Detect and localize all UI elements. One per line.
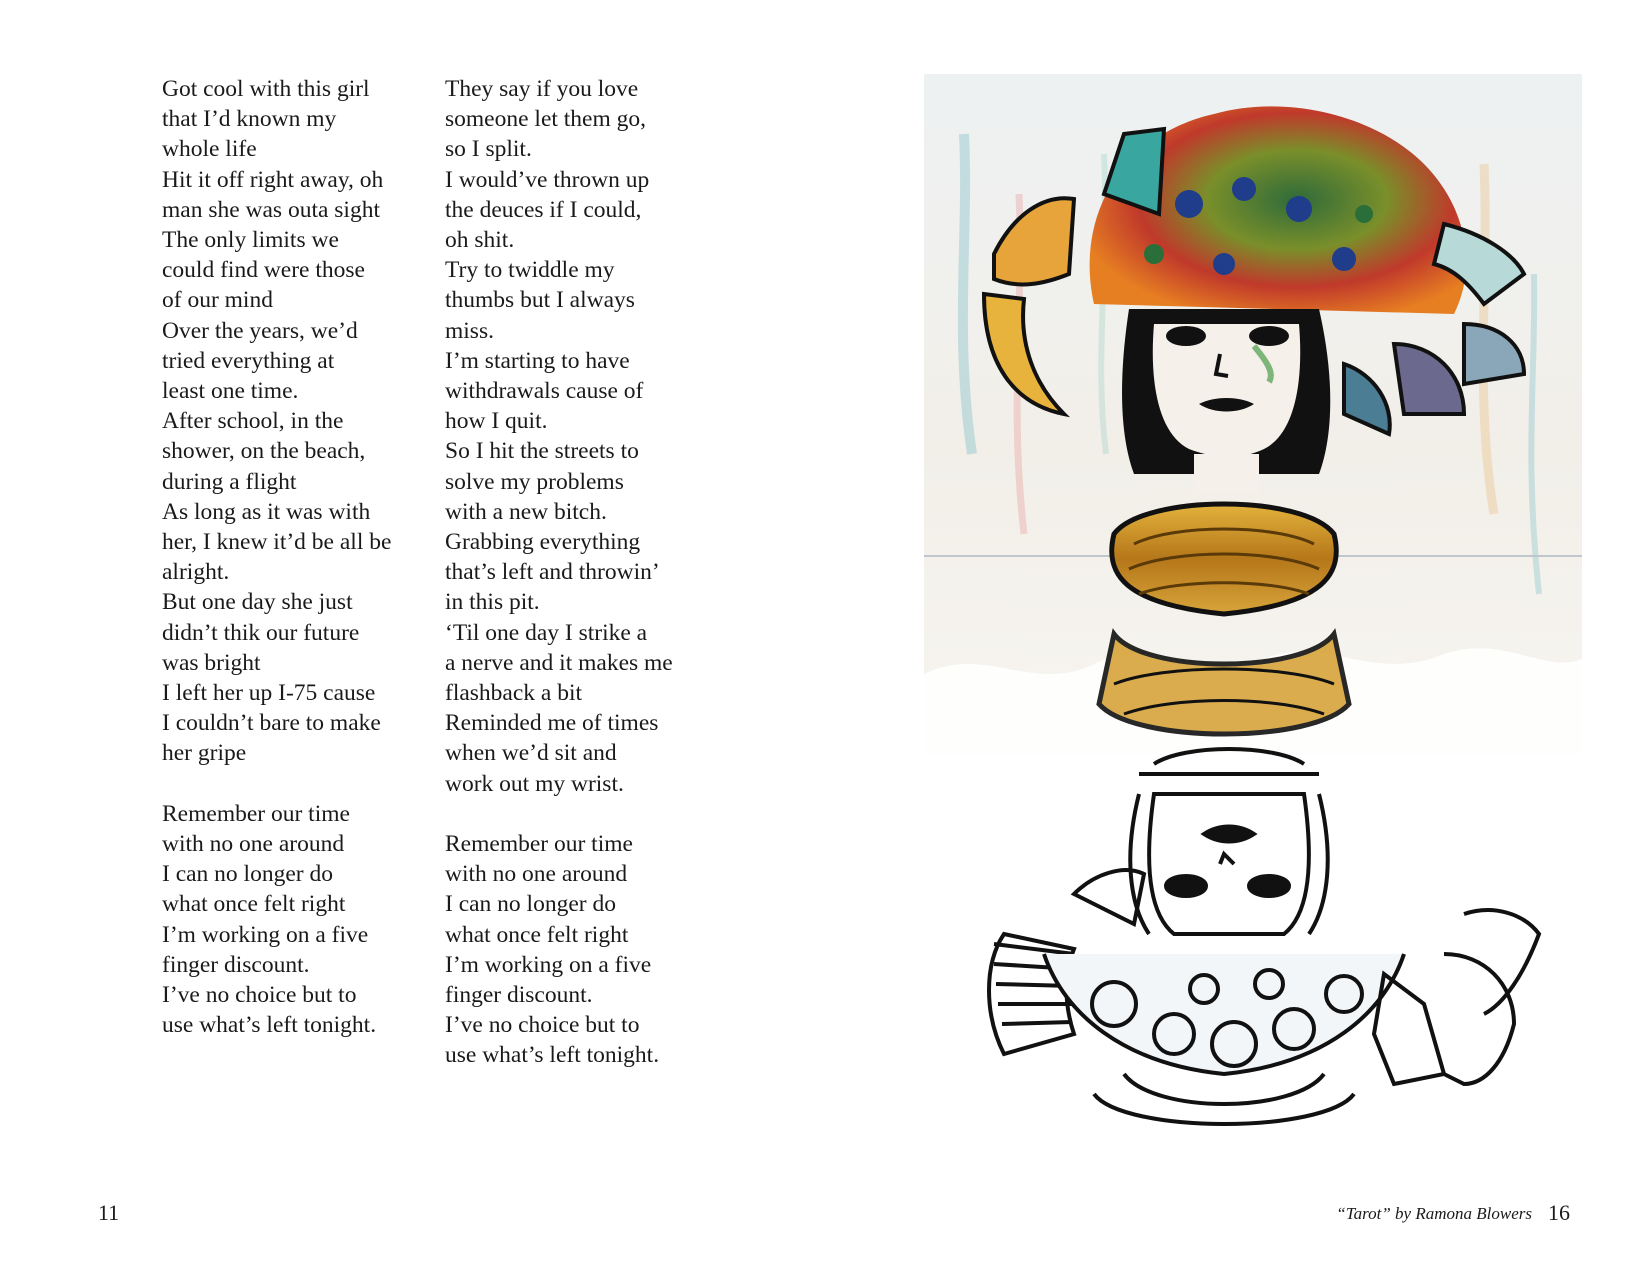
poem-line: alright. — [162, 559, 230, 586]
poem-line: the deuces if I could, — [445, 196, 642, 223]
poem-line: a nerve and it makes me — [445, 649, 673, 676]
poem-line: Hit it off right away, oh — [162, 166, 384, 193]
poem-line: Try to twiddle my — [445, 257, 615, 284]
stanza-gap — [445, 799, 673, 829]
poem-line: I’m working on a five — [162, 921, 369, 948]
poem-line: thumbs but I always — [445, 287, 635, 314]
poem-line: I left her up I-75 cause — [162, 680, 376, 707]
poem-line: Grabbing everything — [445, 529, 641, 556]
page-number-left: 11 — [98, 1200, 120, 1225]
poem-line: shower, on the beach, — [162, 438, 366, 465]
poem-column-left — [162, 74, 391, 1040]
poem-line: They say if you love — [445, 76, 639, 102]
poem-line: finger discount. — [445, 982, 593, 1009]
poem-line: could find were those — [162, 257, 365, 284]
poem-line: finger discount. — [162, 951, 310, 978]
poem-line: But one day she just — [162, 589, 353, 616]
poem-line: I couldn’t bare to make — [162, 710, 381, 737]
poem-line: miss. — [445, 317, 494, 344]
poem-line: use what’s left tonight. — [445, 1042, 660, 1069]
face-upper — [1122, 309, 1330, 494]
poem-line: how I quit. — [445, 408, 548, 435]
poem-line: with no one around — [445, 861, 628, 888]
poem-line: Reminded me of times — [445, 710, 659, 737]
poem-line: least one time. — [162, 378, 299, 405]
poem-line: I can no longer do — [162, 861, 333, 888]
poem-line: oh shit. — [445, 227, 515, 254]
artwork-caption: “Tarot” by Ramona Blowers — [1336, 1204, 1532, 1223]
poem-line: during a flight — [162, 468, 297, 495]
poem-line: So I hit the streets to — [445, 438, 639, 465]
poem-line: I’m starting to have — [445, 347, 630, 374]
poem-line: I’m working on a five — [445, 951, 652, 978]
poem-line: withdrawals cause of — [445, 378, 644, 405]
poem-line: so I split. — [445, 136, 532, 163]
poem-line: The only limits we — [162, 227, 339, 254]
poem-line: man she was outa sight — [162, 196, 380, 223]
poem-line: someone let them go, — [445, 106, 647, 133]
poem-column-right — [445, 74, 673, 1071]
poem-line: I’ve no choice but to — [162, 982, 357, 1009]
poem-line: I’ve no choice but to — [445, 1012, 640, 1039]
poem-line: when we’d sit and — [445, 740, 617, 767]
poem-line: whole life — [162, 136, 257, 163]
poem-line: I would’ve thrown up — [445, 166, 650, 193]
poem-line: use what’s left tonight. — [162, 1012, 377, 1039]
poem-line: work out my wrist. — [445, 770, 624, 797]
poem-line: I can no longer do — [445, 891, 616, 918]
poem-line: flashback a bit — [445, 680, 583, 707]
page-number-right: 16 — [1548, 1200, 1570, 1225]
poem-line: ‘Til one day I strike a — [445, 619, 648, 646]
poem-line: solve my problems — [445, 468, 624, 495]
poem-line: her gripe — [162, 740, 247, 767]
poem-line: tried everything at — [162, 347, 335, 374]
poem-line: Remember our time — [162, 800, 350, 827]
poem-line: what once felt right — [162, 891, 346, 918]
poem-line: with a new bitch. — [445, 498, 607, 525]
poem-line: was bright — [162, 649, 261, 676]
poem-line: that I’d known my — [162, 106, 337, 133]
poem-line: Remember our time — [445, 831, 633, 858]
figure-lower-mirrored — [989, 749, 1539, 1124]
poem-line: After school, in the — [162, 408, 344, 435]
poem-line: what once felt right — [445, 921, 629, 948]
poem-line: didn’t thik our future — [162, 619, 360, 646]
poem-line: with no one around — [162, 831, 345, 858]
stanza-gap — [162, 769, 391, 799]
poem-line: Got cool with this girl — [162, 76, 370, 102]
poem-line: Over the years, we’d — [162, 317, 358, 344]
poem-line: her, I knew it’d be all be — [162, 529, 392, 556]
tarot-artwork — [924, 74, 1582, 1194]
poem-line: of our mind — [162, 287, 273, 314]
poem-line: that’s left and throwin’ — [445, 559, 660, 586]
poem-line: in this pit. — [445, 589, 540, 616]
poem-line: As long as it was with — [162, 498, 371, 525]
